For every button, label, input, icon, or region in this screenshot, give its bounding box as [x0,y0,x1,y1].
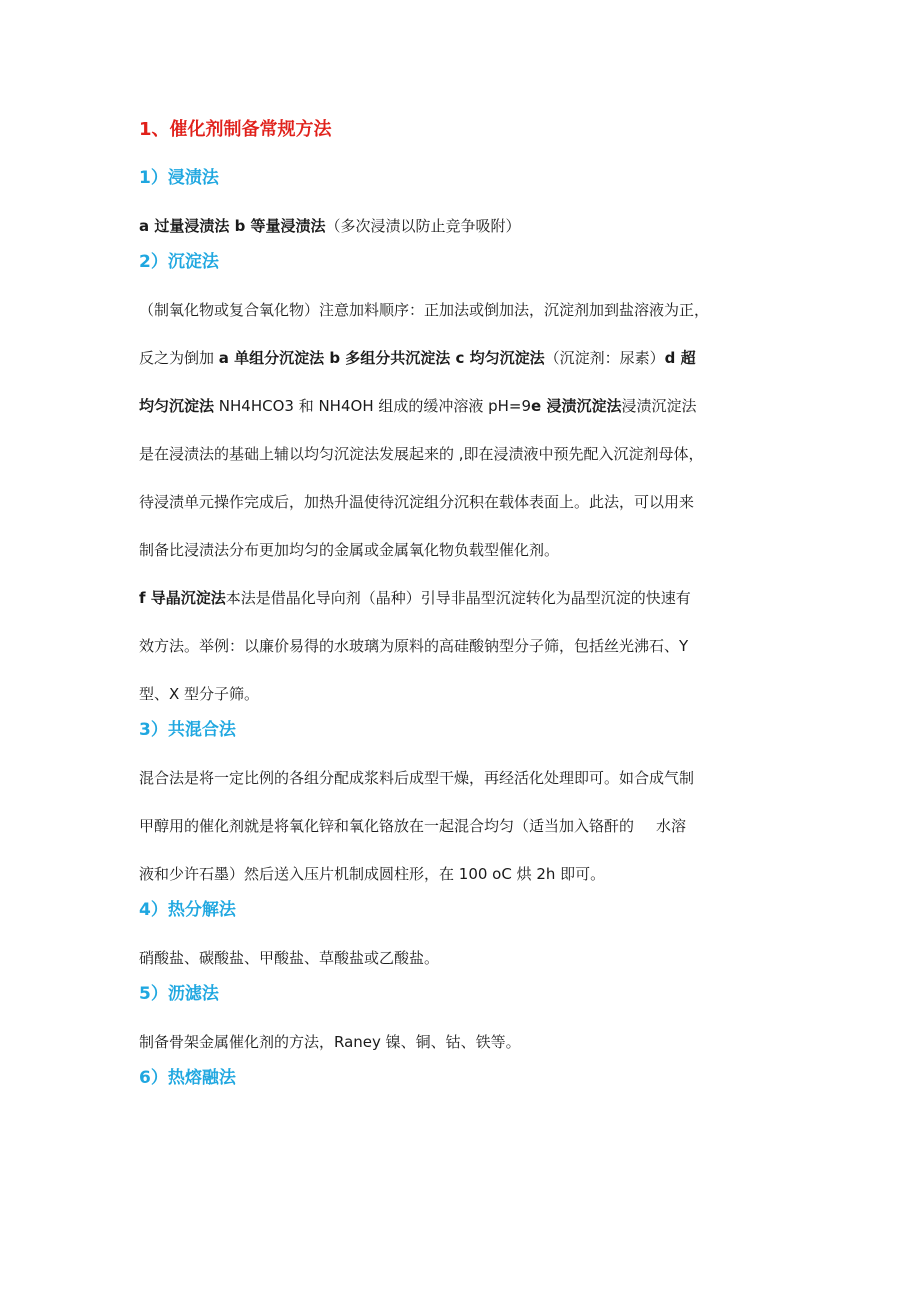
text-run: 本法是借晶化导向剂（晶种）引导非晶型沉淀转化为晶型沉淀的快速有 [225,589,691,607]
section [139,250,799,718]
text-run: 是在浸渍法的基础上辅以均匀沉淀法发展起来的 ,即在浸渍液中预先配入沉淀剂母体， [139,445,704,463]
section-heading: 2）沉淀法 [139,252,219,272]
text-run: 待浸渍单元操作完成后，加热升温使待沉淀组分沉积在载体表面上。此法，可以用来 [139,493,695,511]
section [139,898,799,982]
document-page [139,118,799,1114]
section [139,718,799,898]
bold-term: f 导晶沉淀法 [139,589,226,607]
text-line [139,934,799,982]
page-title: 1、催化剂制备常规方法 [139,119,332,140]
section-paragraph [139,754,799,898]
text-line [139,850,799,898]
text-line [139,574,799,622]
text-line [139,526,799,574]
text-run: 制备比浸渍法分布更加均匀的金属或金属氧化物负载型催化剂。 [139,541,560,559]
section-heading: 5）沥滤法 [139,984,219,1004]
bold-term: d 超 [664,349,696,367]
text-run: NH4HCO3 和 NH4OH 组成的缓冲溶液 pH=9 [214,397,532,415]
section [139,982,799,1066]
sections-container [139,166,799,1090]
text-line [139,670,799,718]
text-run: 制备骨架金属催化剂的方法，Raney 镍、铜、钴、铁等。 [139,1033,521,1051]
text-run: 反之为倒加 [139,349,219,367]
section-heading: 4）热分解法 [139,900,236,920]
section [139,1066,799,1090]
text-run: 水溶 [656,817,687,835]
section-heading: 3）共混合法 [139,720,236,740]
text-run: 硝酸盐、碳酸盐、甲酸盐、草酸盐或乙酸盐。 [139,949,440,967]
section-paragraph [139,934,799,982]
text-run: 效方法。举例：以廉价易得的水玻璃为原料的高硅酸钠型分子筛，包括丝光沸石、Y [139,637,689,655]
text-line [139,286,799,334]
section-paragraph [139,202,799,250]
text-run: 浸渍沉淀法 [621,397,697,415]
text-line [139,802,799,850]
text-run: 甲醇用的催化剂就是将氧化锌和氧化铬放在一起混合均匀（适当加入铬酐的 [139,817,635,835]
text-run: （沉淀剂：尿素） [544,349,665,367]
bold-term: 均匀沉淀法 [139,397,215,415]
text-line [139,430,799,478]
bold-term: a 单组分沉淀法 b 多组分共沉淀法 c 均匀沉淀法 [218,349,545,367]
text-line [139,1018,799,1066]
section-paragraph [139,1018,799,1066]
text-line [139,754,799,802]
text-run: 混合法是将一定比例的各组分配成浆料后成型干燥，再经活化处理即可。如合成气制 [139,769,695,787]
bold-term: e 浸渍沉淀法 [531,397,622,415]
section-heading: 6）热熔融法 [139,1068,236,1088]
text-run: （多次浸渍以防止竞争吸附） [325,217,521,235]
section-paragraph [139,286,799,718]
text-run: 液和少许石墨）然后送入压片机制成圆柱形，在 100 oC 烘 2h 即可。 [139,865,606,883]
text-line [139,622,799,670]
text-run: （制氧化物或复合氧化物）注意加料顺序：正加法或倒加法，沉淀剂加到盐溶液为正， [139,301,710,319]
text-line [139,382,799,430]
text-line [139,478,799,526]
text-line [139,202,799,250]
text-line [139,334,799,382]
section-heading: 1）浸渍法 [139,168,219,188]
section [139,166,799,250]
bold-term: a 过量浸渍法 b 等量浸渍法 [139,217,326,235]
text-run: 型、X 型分子筛。 [139,685,260,703]
